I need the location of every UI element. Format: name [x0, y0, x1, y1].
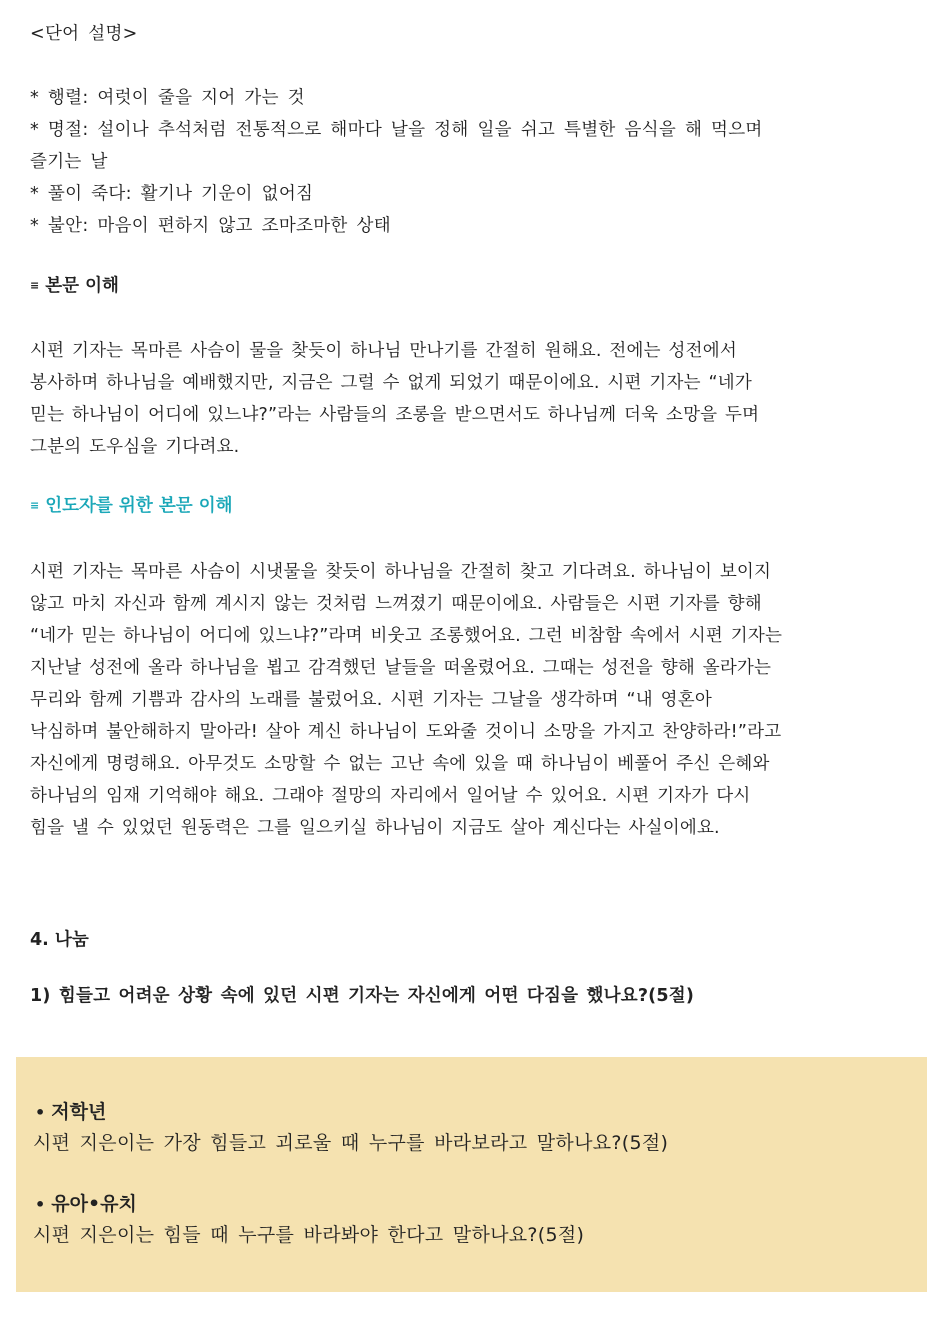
paragraph-line: 무리와 함께 기쁨과 감사의 노래를 불렀어요. 시편 기자는 그날을 생각하며 “내 영혼아	[30, 690, 712, 710]
vocab-item: 즐기는 날	[30, 152, 108, 172]
age-group-question: 시편 지은이는 힘들 때 누구를 바라봐야 한다고 말하나요?(5절)	[33, 1224, 585, 1246]
leader-paragraph	[30, 556, 782, 844]
age-group-questions-box	[16, 1057, 927, 1292]
paragraph-line: 않고 마치 자신과 함께 계시지 않는 것처럼 느껴졌기 때문이에요. 사람들은 시편 기자를 향해	[30, 594, 762, 614]
paragraph-line: 낙심하며 불안해하지 말아라! 살아 계신 하나님이 도와줄 것이니 소망을 가지고 찬양하라!”라고	[30, 722, 782, 742]
sharing-title: 4. 나눔	[30, 930, 89, 950]
age-group-item	[35, 1189, 584, 1250]
paragraph-line: 힘을 낼 수 있었던 원동력은 그를 일으키실 하나님이 지금도 살아 계신다는 사실이에요.	[30, 818, 720, 838]
paragraph-line: 하나님의 임재 기억해야 해요. 그래야 절망의 자리에서 일어날 수 있어요. 시편 기자가 다시	[30, 786, 751, 806]
leader-title: 인도자를 위한 본문 이해	[45, 496, 233, 516]
paragraph-line: 시편 기자는 목마른 사슴이 시냇물을 찾듯이 하나님을 간절히 찾고 기다려요. 하나님이 보이지	[30, 562, 772, 582]
vocab-item: * 불안: 마음이 편하지 않고 조마조마한 상태	[30, 216, 391, 236]
paragraph-line: 믿는 하나님이 어디에 있느냐?”라는 사람들의 조롱을 받으면서도 하나님께 더욱 소망을 두며	[30, 405, 760, 425]
understanding-title: 본문 이해	[45, 276, 119, 296]
list-bullet-icon: ≡	[30, 279, 40, 292]
paragraph-line: 그분의 도우심을 기다려요.	[30, 437, 240, 457]
paragraph-line: 자신에게 명령해요. 아무것도 소망할 수 없는 고난 속에 있을 때 하나님이 베풀어 주신 은혜와	[30, 754, 770, 774]
vocab-section	[30, 18, 763, 242]
list-bullet-icon: ≡	[30, 499, 40, 512]
paragraph-line: “네가 믿는 하나님이 어디에 있느냐?”라며 비웃고 조롱했어요. 그런 비참함 속에서 시편 기자는	[30, 626, 783, 646]
bullet-icon: •	[35, 1195, 46, 1214]
age-group-title	[35, 1189, 584, 1220]
vocab-item: * 풀이 죽다: 활기나 기운이 없어짐	[30, 184, 314, 204]
leader-heading	[30, 490, 233, 522]
understanding-heading	[30, 270, 119, 302]
age-group-item	[35, 1097, 668, 1158]
age-group-label: 유아•유치	[51, 1193, 137, 1215]
vocab-item: * 명절: 설이나 추석처럼 전통적으로 해마다 날을 정해 일을 쉬고 특별한 음식을 해 먹으며	[30, 120, 763, 140]
vocab-item: * 행렬: 여럿이 줄을 지어 가는 것	[30, 88, 305, 108]
paragraph-line: 봉사하며 하나님을 예배했지만, 지금은 그럴 수 없게 되었기 때문이에요. 시편 기자는 “네가	[30, 373, 752, 393]
bullet-icon: •	[35, 1103, 46, 1122]
sharing-question: 1) 힘들고 어려운 상황 속에 있던 시편 기자는 자신에게 어떤 다짐을 했나요?(5절)	[30, 986, 695, 1006]
paragraph-line: 시편 기자는 목마른 사슴이 물을 찾듯이 하나님 만나기를 간절히 원해요. 전에는 성전에서	[30, 341, 737, 361]
understanding-paragraph	[30, 335, 759, 463]
paragraph-line: 지난날 성전에 올라 하나님을 뵙고 감격했던 날들을 떠올렸어요. 그때는 성전을 향해 올라가는	[30, 658, 772, 678]
age-group-title	[35, 1097, 668, 1128]
age-group-label: 저학년	[51, 1101, 107, 1123]
age-group-question: 시편 지은이는 가장 힘들고 괴로울 때 누구를 바라보라고 말하나요?(5절)	[33, 1132, 669, 1154]
vocab-header: <단어 설명>	[30, 24, 138, 44]
